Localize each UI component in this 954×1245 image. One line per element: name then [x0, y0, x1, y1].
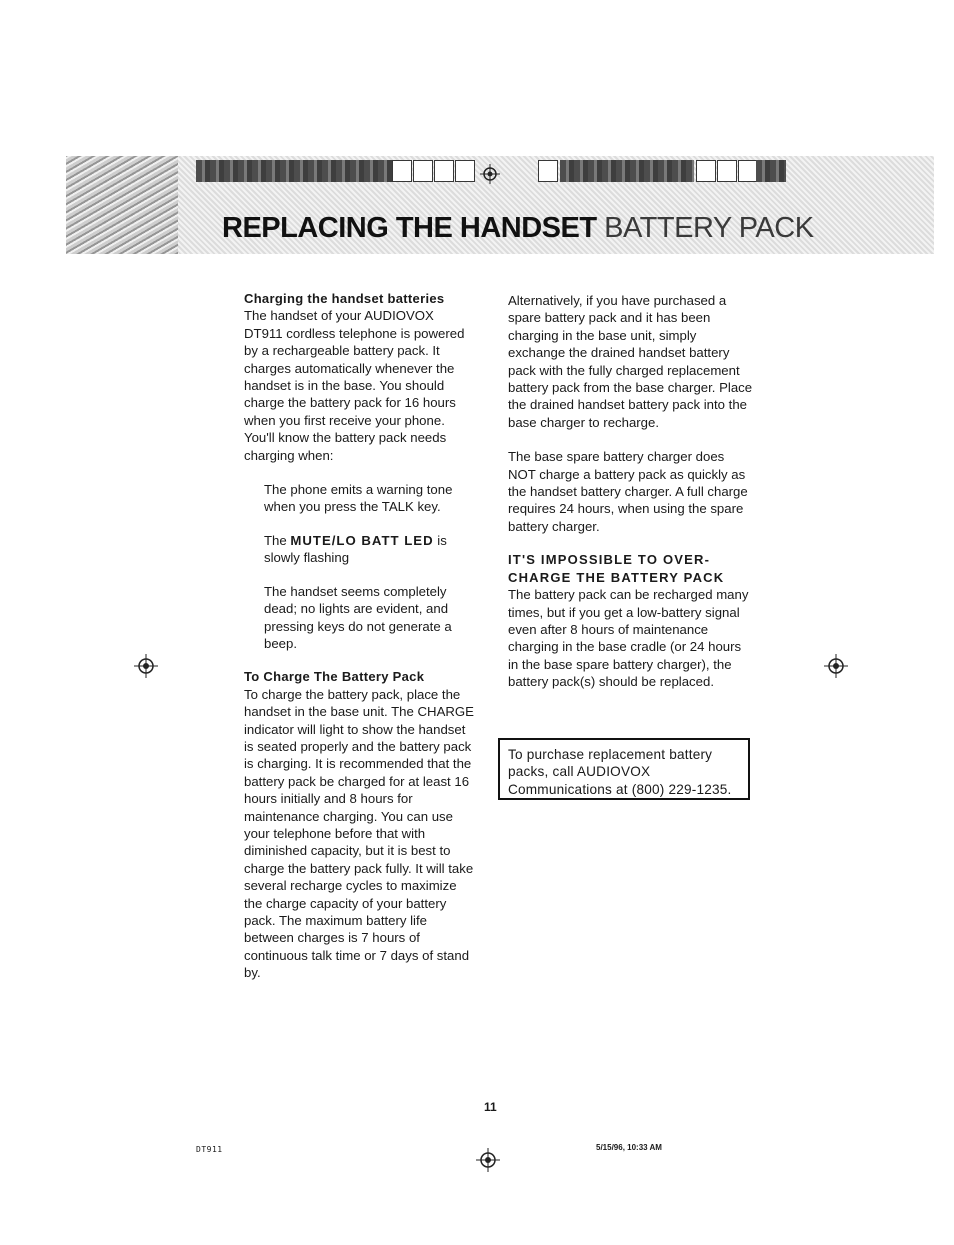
purchase-callout-box: To purchase replacement battery packs, call AUDIOVOX Communications at (800) 229-1235. — [498, 738, 750, 800]
banner-dark-strip-left — [196, 160, 392, 182]
footer-timestamp: 5/15/96, 10:33 AM — [596, 1143, 662, 1152]
registration-mark-icon — [480, 164, 500, 184]
registration-mark-bottom-icon — [476, 1148, 500, 1172]
banner-dark-strip-end — [756, 160, 786, 182]
bullet2-prefix: The — [264, 532, 287, 548]
paragraph-alternatively: Alternatively, if you have purchased a spare battery pack and it has been charging in the base unit, simply exchange the drained handset battery pack with the fully charged replacement battery pack from the base charger. Place the drained handset battery pack into the base charger to recharge. — [508, 293, 753, 430]
page-number: 11 — [484, 1100, 497, 1114]
page-title — [222, 208, 814, 248]
bullet2-bold: MUTE/LO BATT LED — [290, 532, 434, 548]
title-light: BATTERY PACK — [604, 212, 814, 244]
bullet-handset-dead: The handset seems completely dead; no lights are evident, and pressing keys do not generate a beep. — [264, 583, 452, 651]
right-column — [508, 292, 754, 691]
paragraph-recharge: The battery pack can be recharged many times, but if you get a low-battery signal even after 8 hours of maintenance charging in the base cradle (or 24 hours in the base spare battery charger), the battery pack(s) should be replaced. — [508, 587, 749, 690]
banner-dark-strip-right — [560, 160, 694, 182]
heading-overcharge: IT'S IMPOSSIBLE TO OVER-CHARGE THE BATTERY PACK — [508, 552, 725, 585]
heading-charging: Charging the handset batteries — [244, 291, 445, 306]
banner-boxes-right-a — [538, 160, 559, 182]
banner-boxes-right-b — [696, 160, 759, 182]
bullet-led-flashing — [244, 532, 474, 567]
bullet-warning-tone: The phone emits a warning tone when you press the TALK key. — [264, 482, 453, 515]
registration-mark-right-icon — [824, 654, 848, 678]
banner-boxes-left — [392, 160, 476, 182]
banner-texture-block — [66, 156, 178, 254]
paragraph-charging: The handset of your AUDIOVOX DT911 cordless telephone is powered by a rechargeable battery pack. It charges automatically whenever the handset is in the base. You should charge the battery pack for 16 hours when you first receive your phone. You'll know the battery pack needs charging when: — [244, 308, 465, 463]
registration-mark-left-icon — [134, 654, 158, 678]
footer-model: DT911 — [196, 1145, 223, 1154]
left-column — [244, 290, 474, 982]
bullet2-suffix: is slowly flashing — [264, 532, 447, 566]
paragraph-spare-charger: The base spare battery charger does NOT charge a battery pack as quickly as the handset battery charger. A full charge requires 24 hours, when using the spare battery charger. — [508, 449, 748, 534]
paragraph-to-charge: To charge the battery pack, place the handset in the base unit. The CHARGE indicator will light to show the handset is seated properly and the battery pack is charging. It is recommended that the battery pack be charged for at least 16 hours initially and 8 hours for maintenance charging. You can use your telephone before that with diminished capacity, but it is best to charge the battery pack fully. It will take several recharge cycles to maximize the charge capacity of your battery pack. The maximum battery life between charges is 7 hours of continuous talk time or 7 days of stand by. — [244, 686, 474, 981]
heading-to-charge: To Charge The Battery Pack — [244, 669, 425, 685]
title-bold: REPLACING THE HANDSET — [222, 212, 597, 244]
